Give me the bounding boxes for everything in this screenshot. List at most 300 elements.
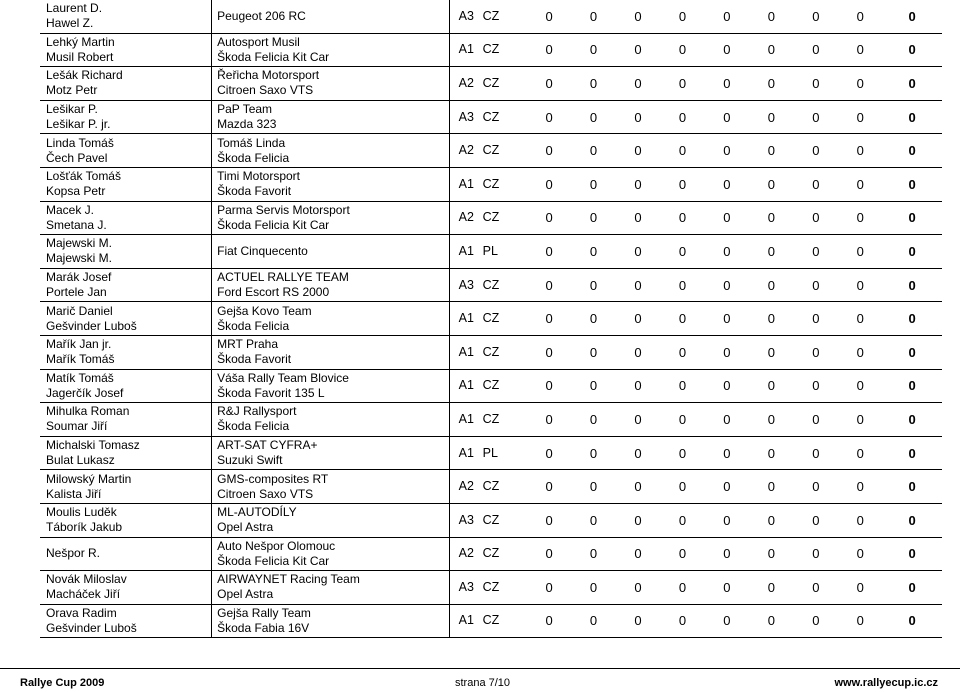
table-row [40,604,942,638]
round-points-cell: 0 [704,537,749,571]
total-points-cell: 0 [882,335,942,369]
round-points-cell: 0 [749,134,793,168]
round-points-cell: 0 [838,537,882,571]
codriver-name: Mařík Tomáš [46,352,115,367]
car-model: Škoda Felicia Kit Car [217,553,330,568]
round-points-cell: 0 [749,167,793,201]
team-name: PaP Team [217,102,273,117]
round-points-cell: 0 [838,503,882,537]
crew-cell [40,335,212,369]
table-row [40,369,942,403]
round-points-cell: 0 [838,33,882,67]
round-points-cell: 0 [660,470,704,504]
round-points-cell: 0 [660,67,704,101]
round-points-cell: 0 [660,403,704,437]
round-points-cell: 0 [527,604,572,638]
round-points-cell: 0 [838,235,882,269]
round-points-cell: 0 [749,436,793,470]
round-points-cell: 0 [704,302,749,336]
round-points-cell: 0 [572,33,616,67]
car-model: Suzuki Swift [217,453,283,468]
driver-name: Majewski M. [46,236,113,251]
car-model: Ford Escort RS 2000 [217,285,330,300]
car-model: Škoda Favorit [217,352,292,367]
round-points-cell: 0 [572,201,616,235]
round-points-cell: 0 [793,201,838,235]
round-points-cell: 0 [749,604,793,638]
total-points-cell: 0 [882,604,942,638]
codriver-name: Kopsa Petr [46,184,106,199]
round-points-cell: 0 [615,302,660,336]
round-points-cell: 0 [660,503,704,537]
team-car-cell [212,436,450,470]
class-cell: A1 [449,235,482,269]
class-cell: A1 [449,436,482,470]
codriver-name: Gešvinder Luboš [46,318,137,333]
round-points-cell: 0 [527,503,572,537]
round-points-cell: 0 [660,302,704,336]
codriver-name: Lešikar P. jr. [46,117,111,132]
standings-table [40,0,942,638]
total-points-cell: 0 [882,503,942,537]
table-row [40,268,942,302]
class-cell: A3 [449,100,482,134]
crew-cell [40,167,212,201]
class-cell: A1 [449,369,482,403]
round-points-cell: 0 [527,335,572,369]
team-name: Autosport Musil [217,34,300,49]
round-points-cell: 0 [749,67,793,101]
round-points-cell: 0 [572,67,616,101]
country-cell: CZ [483,537,527,571]
round-points-cell: 0 [527,302,572,336]
total-points-cell: 0 [882,0,942,33]
round-points-cell: 0 [527,268,572,302]
round-points-cell: 0 [793,571,838,605]
round-points-cell: 0 [793,100,838,134]
round-points-cell: 0 [527,537,572,571]
round-points-cell: 0 [793,67,838,101]
round-points-cell: 0 [793,235,838,269]
round-points-cell: 0 [572,268,616,302]
team-car-cell [212,235,450,269]
total-points-cell: 0 [882,571,942,605]
car-model: Škoda Felicia Kit Car [217,217,330,232]
round-points-cell: 0 [704,369,749,403]
country-cell: CZ [483,0,527,33]
round-points-cell: 0 [572,100,616,134]
car-model: Opel Astra [217,587,274,602]
round-points-cell: 0 [615,503,660,537]
round-points-cell: 0 [749,302,793,336]
car-model: Citroen Saxo VTS [217,83,314,98]
total-points-cell: 0 [882,470,942,504]
round-points-cell: 0 [793,470,838,504]
round-points-cell: 0 [615,571,660,605]
table-row [40,537,942,571]
total-points-cell: 0 [882,201,942,235]
country-cell: CZ [483,33,527,67]
team-name: ACTUEL RALLYE TEAM [217,270,349,285]
driver-name: Milowský Martin [46,471,132,486]
codriver-name: Bulat Lukasz [46,453,115,468]
round-points-cell: 0 [838,470,882,504]
car-model: Citroen Saxo VTS [217,486,314,501]
codriver-name: Hawel Z. [46,16,94,31]
standings-rows [40,0,942,638]
round-points-cell: 0 [838,134,882,168]
round-points-cell: 0 [615,235,660,269]
round-points-cell: 0 [572,436,616,470]
class-cell: A2 [449,537,482,571]
round-points-cell: 0 [749,470,793,504]
team-name: R&J Rallysport [217,404,297,419]
class-cell: A2 [449,201,482,235]
country-cell: CZ [483,67,527,101]
round-points-cell: 0 [838,604,882,638]
round-points-cell: 0 [572,235,616,269]
codriver-name: Macháček Jiří [46,587,121,602]
round-points-cell: 0 [527,436,572,470]
round-points-cell: 0 [838,167,882,201]
round-points-cell: 0 [527,235,572,269]
class-cell: A1 [449,604,482,638]
round-points-cell: 0 [838,0,882,33]
total-points-cell: 0 [882,67,942,101]
total-points-cell: 0 [882,235,942,269]
class-cell: A2 [449,67,482,101]
round-points-cell: 0 [660,100,704,134]
table-row [40,100,942,134]
round-points-cell: 0 [615,33,660,67]
team-name: Timi Motorsport [217,169,301,184]
round-points-cell: 0 [793,302,838,336]
round-points-cell: 0 [615,470,660,504]
crew-cell [40,436,212,470]
team-car-cell [212,604,450,638]
round-points-cell: 0 [793,604,838,638]
class-cell: A2 [449,134,482,168]
round-points-cell: 0 [749,403,793,437]
round-points-cell: 0 [615,436,660,470]
round-points-cell: 0 [615,335,660,369]
driver-name: Lošťák Tomáš [46,169,121,184]
round-points-cell: 0 [793,0,838,33]
country-cell: CZ [483,134,527,168]
round-points-cell: 0 [615,67,660,101]
car-model: Mazda 323 [217,117,277,132]
car-model: Opel Astra [217,520,274,535]
round-points-cell: 0 [793,33,838,67]
round-points-cell: 0 [572,503,616,537]
car-model: Škoda Felicia Kit Car [217,49,330,64]
round-points-cell: 0 [660,33,704,67]
round-points-cell: 0 [660,335,704,369]
class-cell: A1 [449,403,482,437]
table-row [40,403,942,437]
crew-cell [40,235,212,269]
team-car-cell [212,0,450,33]
car-model: Fiat Cinquecento [217,243,308,258]
round-points-cell: 0 [704,403,749,437]
country-cell: PL [483,235,527,269]
table-row [40,67,942,101]
table-row [40,33,942,67]
round-points-cell: 0 [793,503,838,537]
round-points-cell: 0 [838,436,882,470]
codriver-name: Čech Pavel [46,150,108,165]
team-car-cell [212,134,450,168]
round-points-cell: 0 [615,167,660,201]
driver-name: Marič Daniel [46,303,113,318]
round-points-cell: 0 [660,604,704,638]
round-points-cell: 0 [572,302,616,336]
round-points-cell: 0 [704,470,749,504]
country-cell: CZ [483,403,527,437]
round-points-cell: 0 [793,167,838,201]
round-points-cell: 0 [615,369,660,403]
driver-name: Moulis Luděk [46,505,117,520]
round-points-cell: 0 [704,268,749,302]
round-points-cell: 0 [793,369,838,403]
round-points-cell: 0 [615,537,660,571]
round-points-cell: 0 [838,67,882,101]
crew-cell [40,604,212,638]
country-cell: CZ [483,571,527,605]
crew-cell [40,571,212,605]
total-points-cell: 0 [882,167,942,201]
table-row [40,503,942,537]
round-points-cell: 0 [704,503,749,537]
table-row [40,0,942,33]
total-points-cell: 0 [882,436,942,470]
table-row [40,167,942,201]
country-cell: CZ [483,100,527,134]
round-points-cell: 0 [660,0,704,33]
codriver-name: Portele Jan [46,285,107,300]
crew-cell [40,537,212,571]
total-points-cell: 0 [882,302,942,336]
round-points-cell: 0 [704,0,749,33]
total-points-cell: 0 [882,369,942,403]
round-points-cell: 0 [572,335,616,369]
round-points-cell: 0 [660,201,704,235]
country-cell: CZ [483,470,527,504]
table-row [40,571,942,605]
round-points-cell: 0 [615,268,660,302]
round-points-cell: 0 [793,403,838,437]
class-cell: A1 [449,302,482,336]
driver-name: Linda Tomáš [46,135,114,150]
round-points-cell: 0 [749,0,793,33]
country-cell: CZ [483,604,527,638]
round-points-cell: 0 [704,100,749,134]
round-points-cell: 0 [704,335,749,369]
driver-name: Macek J. [46,202,95,217]
table-row [40,470,942,504]
driver-name: Mařík Jan jr. [46,337,112,352]
team-car-cell [212,470,450,504]
class-cell: A3 [449,268,482,302]
total-points-cell: 0 [882,268,942,302]
team-car-cell [212,537,450,571]
country-cell: CZ [483,302,527,336]
car-model: Škoda Fabia 16V [217,620,310,635]
driver-name: Lehký Martin [46,34,115,49]
team-name: Gejša Rally Team [217,605,311,620]
class-cell: A1 [449,167,482,201]
round-points-cell: 0 [749,503,793,537]
footer-page-number: strana 7/10 [455,677,511,689]
round-points-cell: 0 [793,436,838,470]
team-car-cell [212,369,450,403]
team-car-cell [212,67,450,101]
page-footer [0,668,960,692]
round-points-cell: 0 [572,134,616,168]
round-points-cell: 0 [527,33,572,67]
round-points-cell: 0 [704,167,749,201]
driver-name: Nešpor R. [46,546,101,561]
round-points-cell: 0 [572,604,616,638]
round-points-cell: 0 [749,369,793,403]
team-car-cell [212,503,450,537]
codriver-name: Motz Petr [46,83,98,98]
round-points-cell: 0 [615,403,660,437]
class-cell: A3 [449,571,482,605]
team-car-cell [212,335,450,369]
total-points-cell: 0 [882,33,942,67]
round-points-cell: 0 [615,100,660,134]
team-car-cell [212,403,450,437]
round-points-cell: 0 [749,537,793,571]
team-name: Tomáš Linda [217,135,286,150]
round-points-cell: 0 [572,403,616,437]
class-cell: A1 [449,33,482,67]
round-points-cell: 0 [838,201,882,235]
footer-url: www.rallyecup.ic.cz [834,677,938,689]
total-points-cell: 0 [882,134,942,168]
round-points-cell: 0 [527,201,572,235]
round-points-cell: 0 [572,537,616,571]
footer-title: Rallye Cup 2009 [20,677,105,689]
table-row [40,436,942,470]
driver-name: Matík Tomáš [46,370,114,385]
round-points-cell: 0 [527,571,572,605]
total-points-cell: 0 [882,537,942,571]
country-cell: CZ [483,268,527,302]
driver-name: Lešák Richard [46,68,123,83]
round-points-cell: 0 [704,604,749,638]
codriver-name: Musil Robert [46,49,114,64]
round-points-cell: 0 [527,403,572,437]
country-cell: CZ [483,369,527,403]
round-points-cell: 0 [838,571,882,605]
codriver-name: Kalista Jiří [46,486,102,501]
class-cell: A3 [449,503,482,537]
country-cell: CZ [483,167,527,201]
table-row [40,134,942,168]
car-model: Škoda Felicia [217,150,290,165]
round-points-cell: 0 [838,100,882,134]
round-points-cell: 0 [527,67,572,101]
table-row [40,335,942,369]
crew-cell [40,0,212,33]
team-car-cell [212,302,450,336]
round-points-cell: 0 [704,67,749,101]
team-car-cell [212,268,450,302]
round-points-cell: 0 [704,33,749,67]
country-cell: CZ [483,201,527,235]
round-points-cell: 0 [838,369,882,403]
codriver-name: Jagerčík Josef [46,385,124,400]
round-points-cell: 0 [527,134,572,168]
team-name: ML-AUTODÍLY [217,505,297,520]
round-points-cell: 0 [749,235,793,269]
round-points-cell: 0 [660,167,704,201]
round-points-cell: 0 [704,436,749,470]
driver-name: Marák Josef [46,270,112,285]
round-points-cell: 0 [793,335,838,369]
class-cell: A3 [449,0,482,33]
round-points-cell: 0 [572,571,616,605]
team-name: AIRWAYNET Racing Team [217,572,360,587]
round-points-cell: 0 [704,134,749,168]
team-name: Váša Rally Team Blovice [217,370,349,385]
table-row [40,201,942,235]
round-points-cell: 0 [660,268,704,302]
driver-name: Novák Miloslav [46,572,127,587]
round-points-cell: 0 [660,235,704,269]
round-points-cell: 0 [660,571,704,605]
driver-name: Michalski Tomasz [46,438,140,453]
round-points-cell: 0 [572,369,616,403]
round-points-cell: 0 [838,403,882,437]
round-points-cell: 0 [527,167,572,201]
codriver-name: Táborík Jakub [46,520,123,535]
team-car-cell [212,571,450,605]
table-row [40,235,942,269]
crew-cell [40,268,212,302]
team-car-cell [212,100,450,134]
crew-cell [40,470,212,504]
crew-cell [40,503,212,537]
team-car-cell [212,167,450,201]
country-cell: CZ [483,335,527,369]
crew-cell [40,67,212,101]
round-points-cell: 0 [838,268,882,302]
codriver-name: Soumar Jiří [46,419,108,434]
round-points-cell: 0 [615,0,660,33]
car-model: Peugeot 206 RC [217,8,306,23]
codriver-name: Majewski M. [46,251,113,266]
crew-cell [40,134,212,168]
class-cell: A2 [449,470,482,504]
round-points-cell: 0 [704,571,749,605]
round-points-cell: 0 [749,335,793,369]
team-car-cell [212,201,450,235]
round-points-cell: 0 [749,33,793,67]
round-points-cell: 0 [527,369,572,403]
round-points-cell: 0 [527,0,572,33]
crew-cell [40,33,212,67]
crew-cell [40,403,212,437]
round-points-cell: 0 [749,571,793,605]
round-points-cell: 0 [838,302,882,336]
team-name: Parma Servis Motorsport [217,202,350,217]
team-name: Auto Nešpor Olomouc [217,538,336,553]
total-points-cell: 0 [882,403,942,437]
team-name: GMS-composites RT [217,471,329,486]
